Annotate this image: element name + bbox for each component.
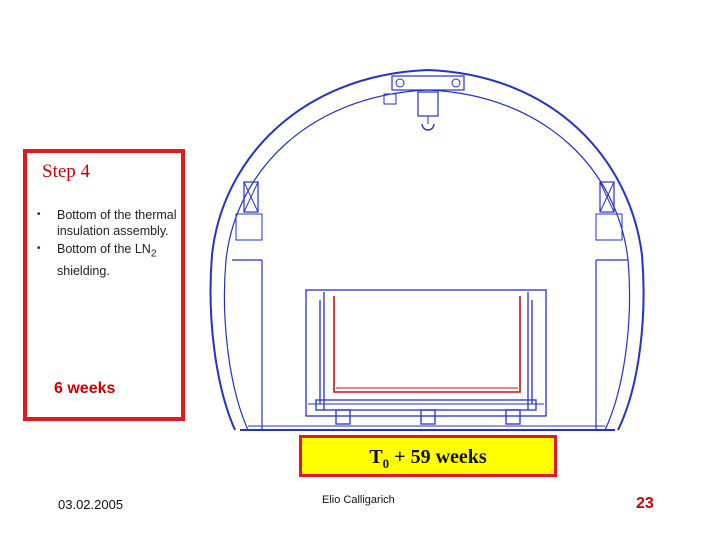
bullet-text: Bottom of the thermal insulation assembly. [57, 208, 177, 238]
bullet-thermal-insulation [31, 207, 181, 239]
timeline-box [299, 435, 557, 477]
step-box [23, 149, 185, 421]
step-title: Step 4 [42, 161, 91, 182]
footer-date: 03.02.2005 [58, 497, 124, 512]
timeline-text: $T_0 + 59$ weeks [369, 446, 487, 471]
step-bullet-list [31, 207, 181, 281]
cryostat-structure [306, 290, 546, 424]
tunnel-outer-arch [211, 70, 644, 430]
tunnel-inner-arch [224, 90, 629, 430]
page-number: 23 [636, 495, 654, 512]
ln2-shielding-red [334, 296, 520, 392]
footer-author: Elio Calligarich [322, 494, 395, 506]
bullet-ln2-shielding: • Bottom of the $LN_2$ shielding. [31, 241, 181, 279]
crane-trolley [384, 76, 464, 130]
ln2-subscript: 2 [150, 248, 157, 260]
step-duration: 6 weeks [54, 380, 116, 397]
